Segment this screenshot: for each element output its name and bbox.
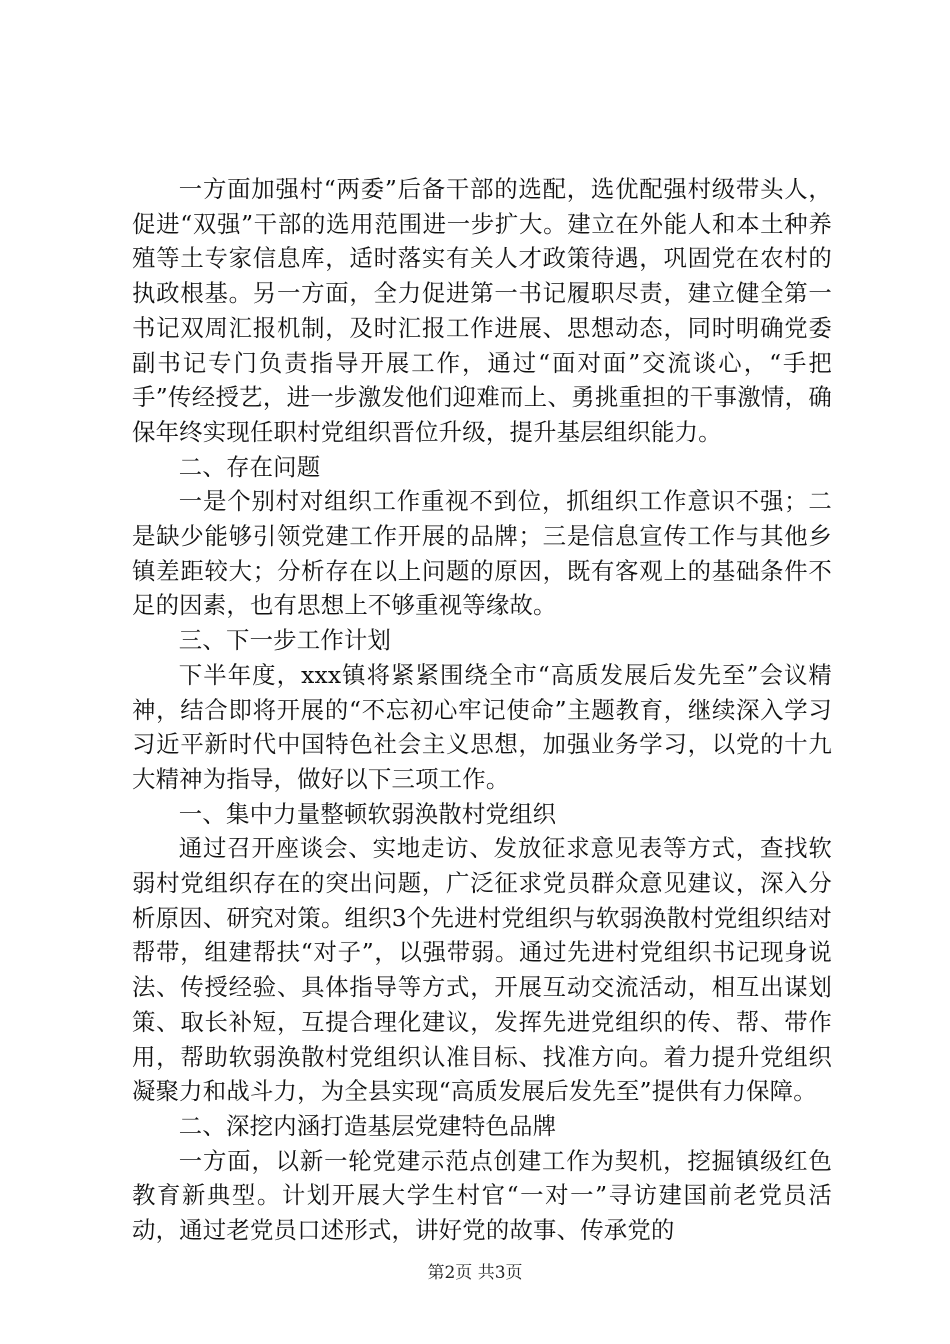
heading-existing-problems: 二、存在问题: [178, 452, 321, 481]
paragraph-next-plan: 下半年度，xxx镇将紧紧围绕全市“高质发展后发先至”会议精神，结合即将开展的“不忘初心牢记使命”主题教育，继续深入学习习近平新时代中国特色社会主义思想，加强业务学习，以党的十九大精神为指导，做好以下三项工作。: [132, 660, 832, 793]
page-footer: 第2页 共3页: [427, 1263, 523, 1283]
paragraph-cadre-selection: 一方面加强村“两委”后备干部的选配，选优配强村级带头人，促进“双强”干部的选用范围进一步扩大。建立在外能人和本土种养殖等土专家信息库，适时落实有关人才政策待遇，巩固党在农村的执政根基。另一方面，全力促进第一书记履职尽责，建立健全第一书记双周汇报机制，及时汇报工作进展、思想动态，同时明确党委副书记专门负责指导开展工作，通过“面对面”交流谈心，“手把手”传经授艺，进一步激发他们迎难而上、勇挑重担的干事激情，确保年终实现任职村党组织晋位升级，提升基层组织能力。: [132, 175, 832, 446]
document-body: [132, 172, 832, 1248]
paragraph-problems: 一是个别村对组织工作重视不到位，抓组织工作意识不强；二是缺少能够引领党建工作开展的品牌；三是信息宣传工作与其他乡镇差距较大；分析存在以上问题的原因，既有客观上的基础条件不足的因素，也有思想上不够重视等缘故。: [132, 487, 832, 620]
heading-rectify-weak-organizations: 一、集中力量整顿软弱涣散村党组织: [178, 799, 557, 828]
heading-next-plan: 三、下一步工作计划: [178, 626, 392, 655]
heading-party-building-brand: 二、深挖内涵打造基层党建特色品牌: [178, 1111, 557, 1140]
paragraph-rectify-weak-organizations: 通过召开座谈会、实地走访、发放征求意见表等方式，查找软弱村党组织存在的突出问题，广泛征求党员群众意见建议，深入分析原因、研究对策。组织3个先进村党组织与软弱涣散村党组织结对帮带，组建帮扶“对子”，以强带弱。通过先进村党组织书记现身说法、传授经验、具体指导等方式，开展互动交流活动，相互出谋划策、取长补短，互提合理化建议，发挥先进党组织的传、帮、带作用，帮助软弱涣散村党组织认准目标、找准方向。着力提升党组织凝聚力和战斗力，为全县实现“高质发展后发先至”提供有力保障。: [132, 834, 832, 1106]
paragraph-party-building-brand: 一方面，以新一轮党建示范点创建工作为契机，挖掘镇级红色教育新典型。计划开展大学生村官“一对一”寻访建国前老党员活动，通过老党员口述形式，讲好党的故事、传承党的: [132, 1146, 832, 1245]
